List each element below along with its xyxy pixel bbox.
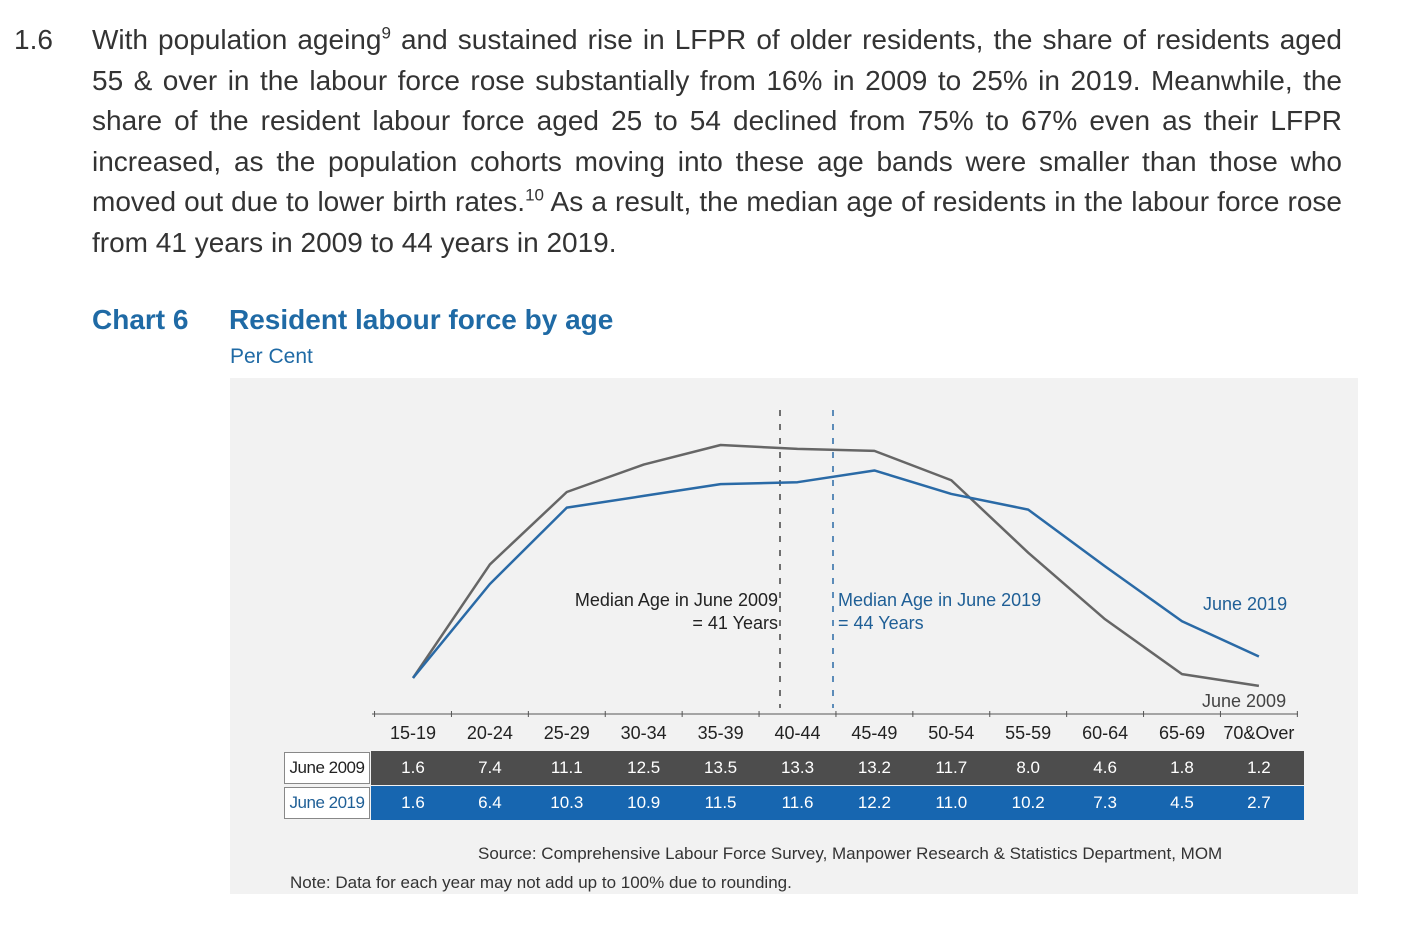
median-2009-value: = 41 Years (692, 613, 778, 633)
age-label-4: 35-39 (697, 723, 744, 743)
value-cell-2009-3: 12.5 (627, 758, 661, 777)
value-cell-2009-10: 1.8 (1170, 758, 1194, 777)
paragraph-text-part1: With population ageing (92, 24, 382, 55)
value-cell-2019-11: 2.7 (1247, 793, 1271, 812)
age-label-2: 25-29 (543, 723, 590, 743)
paragraph-text-part3: As a result, the median age of residents in the labour force rose from 41 years in 2009 to 44 years in 2019. (92, 186, 1342, 258)
series-2009-label: June 2009 (1202, 691, 1287, 711)
series-line-2009 (413, 445, 1259, 686)
series-2019-label: June 2019 (1203, 594, 1288, 614)
age-label-9: 60-64 (1082, 723, 1129, 743)
value-cell-2019-3: 10.9 (627, 793, 661, 812)
value-cell-2009-1: 7.4 (478, 758, 502, 777)
median-2019-value: = 44 Years (838, 613, 924, 633)
median-2009-label: Median Age in June 2009 (574, 590, 778, 610)
value-cell-2019-9: 7.3 (1093, 793, 1117, 812)
age-label-6: 45-49 (851, 723, 898, 743)
value-cell-2019-10: 4.5 (1170, 793, 1194, 812)
value-cell-2019-8: 10.2 (1011, 793, 1045, 812)
value-cell-2019-1: 6.4 (478, 793, 502, 812)
footnote-ref-9[interactable]: 9 (381, 23, 391, 43)
chart-label: Chart 6 (92, 304, 189, 335)
value-cell-2019-6: 12.2 (857, 793, 891, 812)
value-cell-2019-5: 11.6 (781, 793, 814, 812)
median-2019-annotation (838, 589, 1041, 635)
paragraph-text-part2: and sustained rise in LFPR of older residents, the share of residents aged 55 & over in the labour force rose substantially from 16% in 2009 to 25% in 2019. Meanwhile, the share of the resident labour force aged 25 to 54 declined from 75% to 67% even as their LFPR increased, as the population cohorts moving into these age bands were smaller than those who moved out due to lower birth rates. (92, 24, 1342, 217)
age-label-8: 55-59 (1005, 723, 1052, 743)
median-2009-annotation (546, 589, 778, 635)
value-cell-2009-9: 4.6 (1093, 758, 1117, 777)
age-label-11: 70&Over (1223, 723, 1295, 743)
value-cell-2009-11: 1.2 (1247, 758, 1271, 777)
age-label-7: 50-54 (928, 723, 975, 743)
median-2019-label: Median Age in June 2019 (838, 590, 1042, 610)
value-cell-2009-6: 13.2 (857, 758, 891, 777)
value-cell-2009-5: 13.3 (780, 758, 815, 777)
footnote-ref-10[interactable]: 10 (525, 185, 544, 205)
age-label-3: 30-34 (620, 723, 667, 743)
value-cell-2009-4: 13.5 (704, 758, 738, 777)
value-cell-2019-0: 1.6 (401, 793, 425, 812)
value-cell-2009-8: 8.0 (1016, 758, 1040, 777)
row-values-2019 (371, 786, 1304, 820)
chart-note: Note: Data for each year may not add up to 100% due to rounding. (290, 873, 792, 892)
value-cell-2009-0: 1.6 (401, 758, 425, 777)
age-label-5: 40-44 (774, 723, 821, 743)
row-label-2019: June 2019 (284, 787, 370, 819)
value-cell-2009-7: 11.7 (935, 758, 968, 777)
value-cell-2019-4: 11.5 (704, 793, 737, 812)
paragraph-number: 1.6 (14, 24, 53, 55)
chart-unit: Per Cent (230, 345, 313, 368)
row-values-2009 (371, 751, 1304, 785)
series-line-2019 (413, 470, 1259, 678)
age-label-1: 20-24 (466, 723, 513, 743)
age-label-0: 15-19 (389, 723, 437, 743)
chart-source: Source: Comprehensive Labour Force Survey, Manpower Research & Statistics Department, MOM (478, 844, 1223, 863)
age-label-10: 65-69 (1158, 723, 1206, 743)
chart-title: Resident labour force by age (229, 304, 614, 335)
value-cell-2019-7: 11.0 (935, 793, 968, 812)
value-cell-2009-2: 11.1 (550, 758, 583, 777)
row-label-2009: June 2009 (284, 752, 370, 784)
value-cell-2019-2: 10.3 (550, 793, 584, 812)
